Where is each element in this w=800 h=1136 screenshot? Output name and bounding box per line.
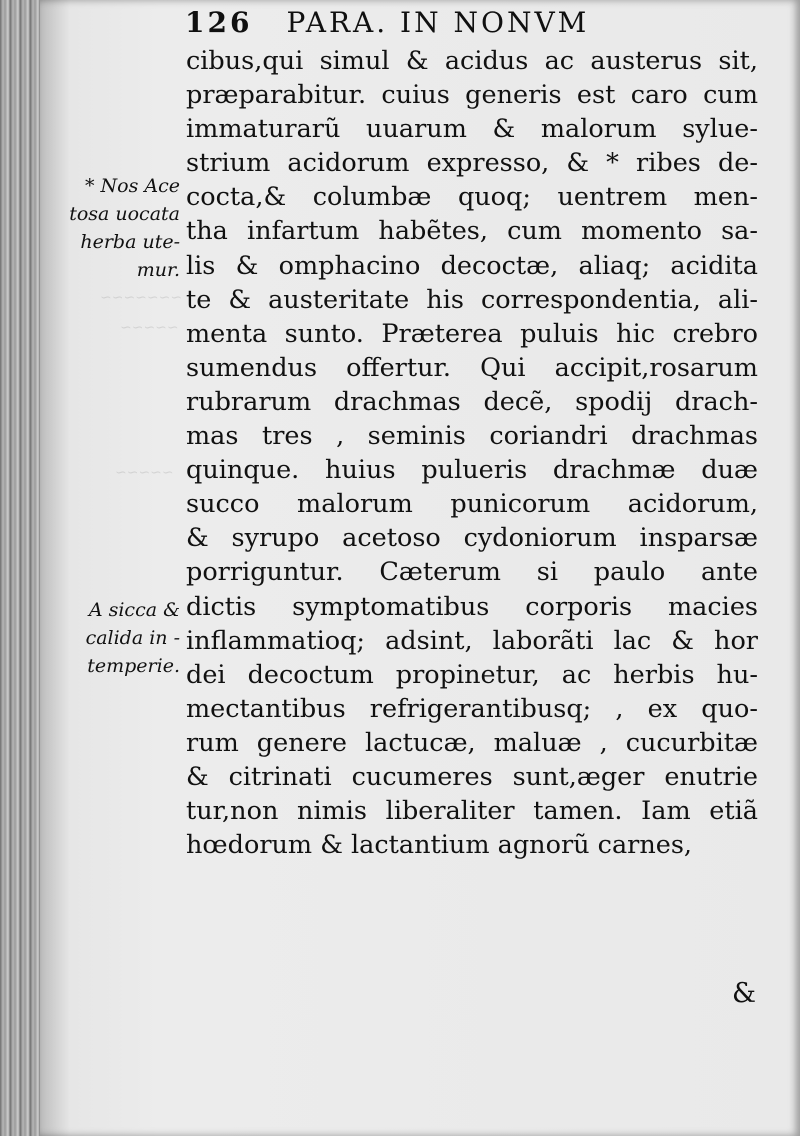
body-line: & syrupo acetoso cydoniorum insparsæ: [186, 523, 758, 554]
margin-note-line: A sicca &: [88, 599, 180, 621]
margin-note-line: calida in -: [85, 627, 180, 649]
body-line: tur,non nimis liberaliter tamen. Iam etiã: [186, 796, 758, 827]
body-line: tha infartum habẽtes, cum momento sa-: [186, 216, 758, 247]
body-line: & citrinati cucumeres sunt,æger enutrie: [186, 761, 758, 792]
body-line: dictis symptomatibus corporis macies: [186, 591, 758, 622]
bleed-through-mark: ~~~~~: [115, 465, 174, 481]
body-line: immaturarũ uuarum & malorum sylue-: [186, 114, 758, 145]
body-line: sumendus offertur. Qui accipit,rosarum: [186, 352, 758, 383]
bleed-through-mark: ~~~~~~~: [100, 290, 183, 306]
body-line: rubrarum drachmas decẽ, spodij drach-: [186, 386, 758, 417]
body-line: lis & omphacino decoctæ, aliaq; acidita: [186, 250, 758, 281]
body-line: mectantibus refrigerantibusq; , ex quo-: [186, 693, 758, 724]
body-line: te & austeritate his correspondentia, ali-: [186, 284, 758, 315]
margin-note: [40, 596, 180, 680]
body-line: dei decoctum propinetur, ac herbis hu-: [186, 659, 758, 690]
body-line: cocta,& columbæ quoq; uentrem men-: [186, 182, 758, 213]
margin-note-line: mur.: [136, 259, 180, 281]
page-number: 126: [185, 6, 253, 39]
body-line: menta sunto. Præterea puluis hic crebro: [186, 318, 758, 349]
running-title: PARA. IN NONVM: [286, 6, 590, 39]
body-line: mas tres , seminis coriandri drachmas: [186, 421, 758, 452]
body-line: porriguntur. Cæterum si paulo ante: [186, 557, 758, 588]
body-line: succo malorum punicorum acidorum,: [186, 489, 758, 520]
margin-note-line: * Nos Ace: [85, 175, 180, 197]
margin-note-line: herba ute-: [80, 231, 180, 253]
page-header: [185, 6, 745, 39]
body-line: præparabitur. cuius generis est caro cum: [186, 80, 758, 111]
bleed-through-mark: ~~~~~: [120, 320, 179, 336]
body-text: [186, 44, 758, 862]
margin-note: [40, 172, 180, 284]
margin-note-line: tosa uocata: [69, 203, 180, 225]
body-line: cibus,qui simul & acidus ac austerus sit,: [186, 46, 758, 76]
body-line: rum genere lactucæ, maluæ , cucurbitæ: [186, 727, 758, 758]
body-line: strium acidorum expresso, & * ribes de-: [186, 148, 758, 179]
margin-note-line: temperie.: [87, 655, 180, 677]
body-line: quinque. huius pulueris drachmæ duæ: [186, 455, 758, 486]
body-line: inflammatioq; adsint, laborãti lac & hor: [186, 625, 758, 656]
catchword: &: [732, 978, 757, 1009]
body-line: hœdorum & lactantium agnorũ carnes,: [186, 830, 693, 861]
